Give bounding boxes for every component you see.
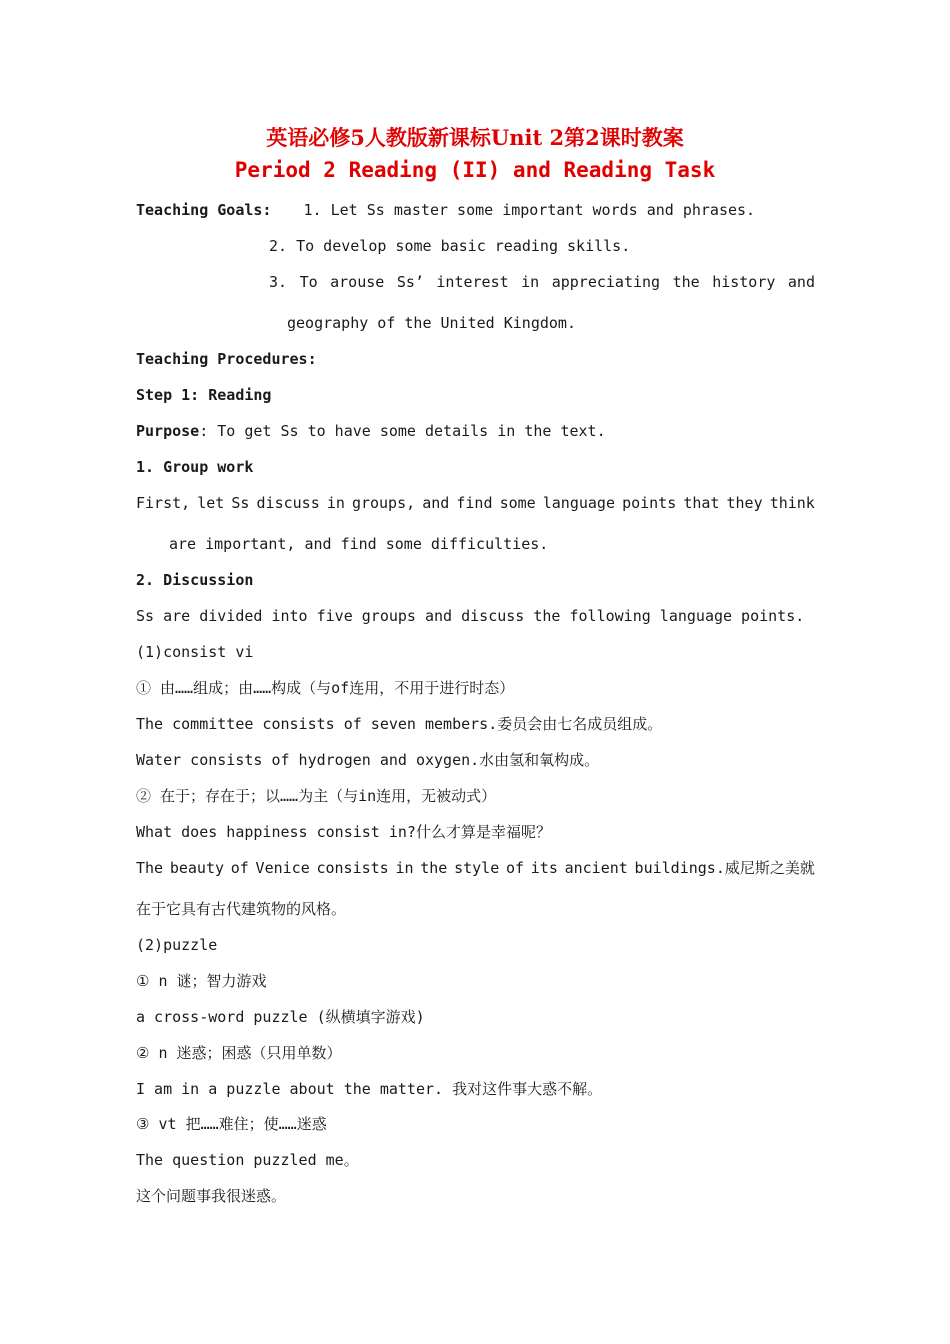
goal-3-word: 3. bbox=[269, 273, 288, 291]
consist-example-4-word: the bbox=[420, 859, 448, 877]
goal-3-word: To bbox=[299, 273, 318, 291]
document-title: 英语必修5人教版新课标Unit 2第2课时教案 bbox=[266, 125, 684, 150]
consist-heading: (1)consist vi bbox=[136, 643, 254, 661]
teaching-procedures-heading: Teaching Procedures: bbox=[136, 350, 317, 368]
goal-3-word: the bbox=[672, 273, 700, 291]
goal-3-word: and bbox=[787, 273, 815, 291]
group-work-word: let bbox=[197, 494, 225, 512]
goal-3-word: arouse bbox=[330, 273, 385, 291]
puzzle-example-4: 这个问题事我很迷惑。 bbox=[136, 1187, 287, 1205]
consist-example-2: Water consists of hydrogen and oxygen.水由氢和氧构成。 bbox=[136, 751, 600, 769]
group-work-word: they bbox=[726, 494, 763, 512]
document-subtitle: Period 2 Reading (II) and Reading Task bbox=[234, 158, 716, 182]
purpose-line bbox=[136, 421, 606, 441]
group-work-word: think bbox=[769, 494, 815, 512]
consist-example-4 bbox=[136, 858, 815, 878]
group-work-word: and bbox=[422, 494, 450, 512]
puzzle-example-1: a cross-word puzzle (纵横填字游戏) bbox=[136, 1008, 425, 1026]
group-work-word: that bbox=[683, 494, 720, 512]
consist-example-4-word: style bbox=[454, 859, 500, 877]
consist-example-4-word: in bbox=[395, 859, 414, 877]
puzzle-example-3: The question puzzled me。 bbox=[136, 1151, 359, 1169]
goal-3-word: Ss’ bbox=[396, 273, 424, 291]
consist-example-4-word: Venice bbox=[255, 859, 310, 877]
goal-1: 1. Let Ss master some important words and phrases. bbox=[303, 201, 756, 219]
consist-example-4-word: of bbox=[230, 859, 249, 877]
discussion-intro: Ss are divided into five groups and discuss the following language points. bbox=[136, 607, 805, 625]
consist-example-4-word: The bbox=[136, 859, 164, 877]
consist-example-4-word: of bbox=[505, 859, 525, 877]
goal-3 bbox=[269, 272, 815, 292]
group-work-word: some bbox=[499, 494, 536, 512]
purpose-text: : To get Ss to have some details in the text. bbox=[199, 422, 606, 440]
puzzle-heading: (2)puzzle bbox=[136, 936, 218, 954]
puzzle-meaning-3: ③ vt 把……难住；使……迷惑 bbox=[136, 1115, 327, 1133]
group-work-word: language bbox=[542, 494, 615, 512]
puzzle-meaning-2: ② n 迷惑；困惑（只用单数） bbox=[136, 1044, 342, 1062]
consist-example-3: What does happiness consist in?什么才算是幸福呢？ bbox=[136, 823, 551, 841]
group-work-word: in bbox=[326, 494, 345, 512]
group-work-text bbox=[136, 493, 815, 513]
consist-example-4-word: buildings.威尼斯之美就 bbox=[634, 859, 815, 877]
group-work-text-continuation: are important, and find some difficulties. bbox=[169, 535, 549, 553]
consist-example-4-word: consists bbox=[316, 859, 389, 877]
consist-example-4-continuation: 在于它具有古代建筑物的风格。 bbox=[136, 900, 347, 918]
puzzle-meaning-1: ① n 谜；智力游戏 bbox=[136, 972, 267, 990]
goal-3-word: interest bbox=[436, 273, 509, 291]
teaching-goals-line bbox=[136, 200, 755, 220]
goal-3-word: in bbox=[521, 273, 540, 291]
consist-example-4-word: beauty bbox=[169, 859, 225, 877]
group-work-word: Ss bbox=[231, 494, 250, 512]
step-1-heading: Step 1: Reading bbox=[136, 386, 272, 404]
goal-3-continuation: geography of the United Kingdom. bbox=[287, 314, 576, 332]
group-work-word: find bbox=[456, 494, 493, 512]
group-work-word: First, bbox=[136, 494, 191, 512]
consist-example-4-word: its bbox=[530, 859, 558, 877]
goal-3-word: appreciating bbox=[551, 273, 661, 291]
consist-example-1: The committee consists of seven members.委员会由七名成员组成。 bbox=[136, 715, 663, 733]
purpose-label: Purpose bbox=[136, 422, 200, 440]
group-work-word: points bbox=[622, 494, 677, 512]
group-work-word: groups, bbox=[351, 494, 416, 512]
goal-2: 2. To develop some basic reading skills. bbox=[269, 237, 631, 255]
group-work-heading: 1. Group work bbox=[136, 458, 254, 476]
consist-meaning-1: ① 由……组成；由……构成（与of连用，不用于进行时态） bbox=[136, 679, 515, 697]
teaching-goals-label: Teaching Goals: bbox=[136, 201, 272, 219]
discussion-heading: 2. Discussion bbox=[136, 571, 254, 589]
consist-example-4-word: ancient bbox=[564, 859, 628, 877]
consist-meaning-2: ② 在于；存在于；以……为主（与in连用，无被动式） bbox=[136, 787, 497, 805]
puzzle-example-2: I am in a puzzle about the matter. 我对这件事大惑不解。 bbox=[136, 1080, 603, 1098]
group-work-word: discuss bbox=[256, 494, 320, 512]
goal-3-word: history bbox=[712, 273, 776, 291]
